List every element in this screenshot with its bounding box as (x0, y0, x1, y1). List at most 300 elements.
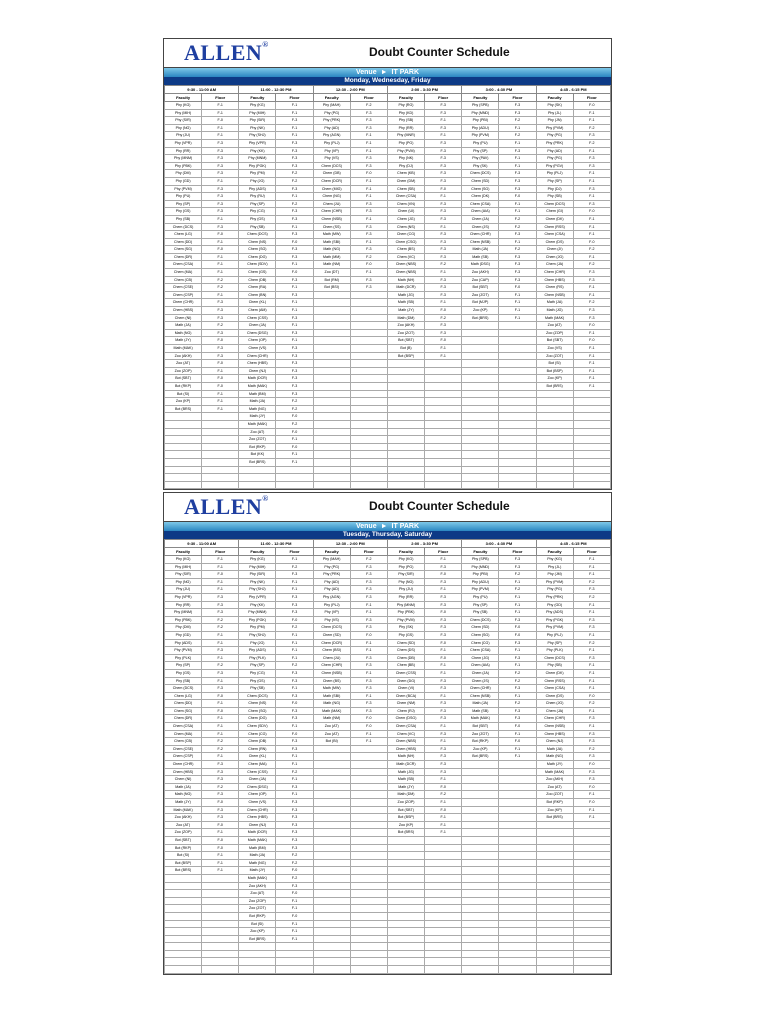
faculty-cell: Bot (RKP) (239, 443, 276, 451)
floor-cell (350, 935, 387, 943)
faculty-cell: Phy (PBK) (387, 609, 424, 617)
table-row (165, 117, 611, 125)
floor-cell (202, 458, 239, 466)
faculty-cell: Phy (RU) (239, 193, 276, 201)
floor-cell (573, 836, 610, 844)
faculty-cell: Phy (PG) (313, 109, 350, 117)
floor-cell: F-3 (276, 783, 313, 791)
floor-cell: F-1 (350, 601, 387, 609)
table-row (165, 609, 611, 617)
table-row (165, 223, 611, 231)
time-slot-header: 4:45 - 6:15 PM (536, 86, 610, 94)
floor-cell: F-0 (202, 821, 239, 829)
floor-cell: F-1 (499, 593, 536, 601)
table-row (165, 791, 611, 799)
faculty-cell (462, 352, 499, 360)
faculty-cell: Chem (DS) (536, 238, 573, 246)
floor-cell: F-1 (573, 284, 610, 292)
floor-cell (573, 428, 610, 436)
table-row (165, 375, 611, 383)
floor-cell: F-0 (276, 912, 313, 920)
faculty-cell: Phy (GS) (165, 208, 202, 216)
faculty-cell: Math (BM) (239, 844, 276, 852)
floor-cell: F-0 (276, 616, 313, 624)
floor-cell: F-1 (276, 578, 313, 586)
floor-cell: F-0 (202, 707, 239, 715)
floor-cell: F-3 (276, 208, 313, 216)
table-row (165, 715, 611, 723)
floor-cell: F-2 (573, 639, 610, 647)
faculty-cell: Chem (CSA) (165, 261, 202, 269)
floor-cell (202, 890, 239, 898)
floor-cell: F-1 (425, 814, 462, 822)
floor-cell: F-1 (276, 261, 313, 269)
faculty-cell: Chem (NJ) (536, 738, 573, 746)
faculty-column-header: Faculty (239, 548, 276, 556)
faculty-cell: Chem (DG) (387, 677, 424, 685)
floor-cell: F-1 (573, 177, 610, 185)
floor-cell: F-2 (350, 253, 387, 261)
faculty-cell: Phy (GD) (536, 601, 573, 609)
faculty-cell: Bot (BSP) (536, 367, 573, 375)
faculty-cell: Zoo (AT) (313, 723, 350, 731)
faculty-cell (387, 905, 424, 913)
table-row (165, 920, 611, 928)
floor-cell (350, 761, 387, 769)
floor-cell: F-3 (425, 700, 462, 708)
floor-cell: F-0 (276, 413, 313, 421)
faculty-cell: Chem (GS) (239, 269, 276, 277)
faculty-cell (165, 928, 202, 936)
floor-cell: F-3 (276, 253, 313, 261)
faculty-cell: Chem (MA) (165, 730, 202, 738)
faculty-cell: Chem (HBS) (239, 360, 276, 368)
floor-cell (499, 799, 536, 807)
faculty-cell: Math (NH) (387, 276, 424, 284)
floor-cell: F-1 (350, 269, 387, 277)
floor-cell: F-3 (499, 276, 536, 284)
floor-cell (573, 481, 610, 489)
floor-cell: F-2 (202, 738, 239, 746)
faculty-cell: Chem (CHR) (165, 299, 202, 307)
faculty-cell: Chem (DB) (387, 654, 424, 662)
faculty-cell (313, 890, 350, 898)
table-row (165, 950, 611, 958)
faculty-cell: Bot (SBT) (462, 723, 499, 731)
faculty-cell: Chem (KL) (239, 753, 276, 761)
faculty-cell (387, 375, 424, 383)
floor-cell: F-3 (425, 238, 462, 246)
floor-cell: F-1 (276, 124, 313, 132)
floor-cell: F-3 (276, 375, 313, 383)
floor-cell: F-1 (425, 193, 462, 201)
faculty-cell (462, 844, 499, 852)
faculty-cell (387, 867, 424, 875)
faculty-cell (462, 897, 499, 905)
floor-cell: F-1 (276, 458, 313, 466)
faculty-cell: Math (JY) (239, 867, 276, 875)
floor-cell: F-1 (573, 170, 610, 178)
faculty-column-header: Faculty (165, 94, 202, 102)
faculty-cell: Chem (DSG) (239, 329, 276, 337)
faculty-cell: Phy (PRK) (313, 571, 350, 579)
faculty-cell (313, 322, 350, 330)
floor-cell: F-2 (573, 139, 610, 147)
floor-cell: F-2 (202, 783, 239, 791)
table-row (165, 253, 611, 261)
faculty-cell: Chem (SDV) (239, 723, 276, 731)
floor-cell: F-1 (202, 730, 239, 738)
faculty-cell: Bot (RKP) (462, 738, 499, 746)
faculty-cell: Math (JA) (165, 783, 202, 791)
faculty-cell (165, 428, 202, 436)
table-row (165, 215, 611, 223)
faculty-cell (387, 420, 424, 428)
table-row (165, 185, 611, 193)
table-row (165, 382, 611, 390)
floor-cell: F-1 (425, 692, 462, 700)
floor-cell: F-3 (499, 170, 536, 178)
floor-cell (425, 859, 462, 867)
table-row (165, 132, 611, 140)
floor-cell: F-1 (276, 928, 313, 936)
faculty-cell: Phy (MND) (462, 109, 499, 117)
faculty-cell: Chem (JA) (462, 669, 499, 677)
floor-cell: F-0 (425, 185, 462, 193)
floor-cell: F-3 (202, 768, 239, 776)
floor-cell: F-3 (425, 329, 462, 337)
faculty-cell (313, 859, 350, 867)
floor-cell: F-1 (350, 738, 387, 746)
floor-cell: F-1 (350, 132, 387, 140)
faculty-cell: Math (MAK) (536, 768, 573, 776)
floor-cell: F-1 (573, 117, 610, 125)
time-slot-header: 12:30 - 2:00 PM (313, 86, 387, 94)
faculty-cell (387, 390, 424, 398)
floor-cell: F-0 (202, 360, 239, 368)
floor-cell: F-0 (276, 428, 313, 436)
table-row (165, 413, 611, 421)
floor-cell: F-2 (276, 200, 313, 208)
floor-cell: F-1 (425, 586, 462, 594)
floor-cell: F-2 (276, 624, 313, 632)
floor-cell: F-3 (573, 586, 610, 594)
faculty-cell: Chem (DR) (165, 715, 202, 723)
floor-cell: F-1 (573, 329, 610, 337)
faculty-cell: Chem (CSG) (387, 238, 424, 246)
faculty-cell: Phy (KK) (239, 601, 276, 609)
floor-cell: F-1 (425, 776, 462, 784)
faculty-cell: Chem (CHR) (536, 269, 573, 277)
floor-cell: F-1 (573, 685, 610, 693)
faculty-cell: Chem (DK) (536, 215, 573, 223)
faculty-cell: Math (NG) (313, 246, 350, 254)
faculty-cell: Math (JA) (462, 700, 499, 708)
floor-cell (276, 481, 313, 489)
floor-cell: F-2 (499, 677, 536, 685)
floor-cell: F-3 (276, 185, 313, 193)
floor-cell: F-3 (202, 791, 239, 799)
table-row (165, 586, 611, 594)
floor-cell (573, 474, 610, 482)
faculty-cell: Phy (SP) (462, 601, 499, 609)
faculty-cell: Chem (DK) (536, 669, 573, 677)
floor-cell: F-1 (276, 102, 313, 110)
faculty-cell: Bot (SBT) (165, 836, 202, 844)
floor-cell: F-1 (573, 806, 610, 814)
faculty-cell: Phy (ADS) (239, 647, 276, 655)
floor-cell (499, 375, 536, 383)
floor-cell: F-0 (499, 193, 536, 201)
floor-cell (573, 874, 610, 882)
floor-cell: F-3 (425, 601, 462, 609)
table-row (165, 677, 611, 685)
floor-cell (350, 307, 387, 315)
faculty-cell: Phy (SB) (239, 685, 276, 693)
faculty-cell (313, 882, 350, 890)
faculty-cell (313, 329, 350, 337)
faculty-cell: Chem (JG) (536, 700, 573, 708)
faculty-cell: Bot (RKP) (239, 912, 276, 920)
faculty-cell (313, 761, 350, 769)
faculty-cell: Phy (MNM) (239, 155, 276, 163)
faculty-cell: Bot (BSP) (165, 859, 202, 867)
floor-cell: F-3 (276, 155, 313, 163)
floor-cell: F-1 (425, 556, 462, 564)
faculty-cell: Phy (PLJ) (313, 601, 350, 609)
floor-cell (573, 420, 610, 428)
floor-cell: F-1 (276, 920, 313, 928)
faculty-cell: Math (JY) (165, 337, 202, 345)
faculty-column-header: Faculty (462, 94, 499, 102)
faculty-cell (239, 943, 276, 951)
floor-cell: F-2 (276, 405, 313, 413)
faculty-cell: Math (JA) (165, 322, 202, 330)
faculty-cell (313, 966, 350, 974)
table-row (165, 314, 611, 322)
faculty-cell (462, 413, 499, 421)
faculty-cell: Bot (SBT) (462, 284, 499, 292)
floor-cell: F-0 (350, 631, 387, 639)
floor-cell: F-2 (573, 593, 610, 601)
floor-cell: F-3 (573, 314, 610, 322)
faculty-cell: Chem (DCS) (239, 231, 276, 239)
faculty-cell: Math (JY) (387, 783, 424, 791)
allen-logo: ALLEN® (184, 40, 269, 65)
faculty-cell: Phy (PG) (387, 139, 424, 147)
faculty-cell (462, 474, 499, 482)
faculty-cell (462, 806, 499, 814)
floor-cell (350, 890, 387, 898)
table-row (165, 829, 611, 837)
faculty-cell: Math (JA) (239, 852, 276, 860)
floor-cell (350, 799, 387, 807)
faculty-cell: Phy (SB) (536, 662, 573, 670)
floor-cell: F-3 (202, 669, 239, 677)
floor-cell (350, 390, 387, 398)
faculty-cell: Zoo (KP) (536, 375, 573, 383)
faculty-cell (313, 307, 350, 315)
faculty-column-header: Faculty (462, 548, 499, 556)
faculty-cell: Zoo (AT) (165, 821, 202, 829)
floor-cell: F-3 (276, 360, 313, 368)
floor-cell: F-3 (425, 616, 462, 624)
floor-cell: F-1 (202, 700, 239, 708)
floor-cell: F-3 (276, 390, 313, 398)
faculty-cell: Phy (MNM) (387, 601, 424, 609)
faculty-cell: Math (SBI) (313, 692, 350, 700)
faculty-cell (462, 367, 499, 375)
table-row (165, 662, 611, 670)
floor-cell (499, 905, 536, 913)
floor-cell (499, 768, 536, 776)
faculty-cell: Chem (RSS) (536, 677, 573, 685)
faculty-cell (536, 405, 573, 413)
floor-cell: F-3 (425, 208, 462, 216)
faculty-cell (313, 867, 350, 875)
floor-cell (350, 443, 387, 451)
faculty-cell: Chem (CSS) (239, 314, 276, 322)
floor-cell (573, 882, 610, 890)
floor-cell: F-3 (202, 814, 239, 822)
floor-cell: F-1 (425, 299, 462, 307)
faculty-cell: Chem (SG) (462, 631, 499, 639)
floor-cell (573, 443, 610, 451)
table-row (165, 147, 611, 155)
faculty-cell: Chem (VC) (387, 253, 424, 261)
floor-cell: F-0 (276, 443, 313, 451)
floor-cell: F-1 (499, 314, 536, 322)
faculty-cell (313, 451, 350, 459)
floor-cell (350, 958, 387, 966)
floor-cell: F-1 (350, 215, 387, 223)
faculty-cell: Zoo (AT) (536, 783, 573, 791)
floor-cell: F-0 (425, 783, 462, 791)
floor-cell (202, 451, 239, 459)
floor-cell: F-1 (499, 609, 536, 617)
faculty-cell: Phy (ADS) (536, 609, 573, 617)
faculty-cell: Chem (VI) (387, 685, 424, 693)
faculty-cell: Math (NG) (165, 329, 202, 337)
faculty-cell: Chem (JS) (462, 677, 499, 685)
faculty-cell: Chem (JG) (462, 654, 499, 662)
table-row (165, 943, 611, 951)
faculty-cell: Chem (AIA) (462, 662, 499, 670)
floor-cell (202, 474, 239, 482)
floor-cell: F-1 (276, 586, 313, 594)
faculty-cell (313, 799, 350, 807)
faculty-cell: Phy (PVM) (462, 132, 499, 140)
floor-cell (499, 329, 536, 337)
floor-cell (425, 897, 462, 905)
floor-cell (425, 852, 462, 860)
faculty-cell: Zoo (KP) (462, 307, 499, 315)
table-row (165, 231, 611, 239)
faculty-cell (536, 859, 573, 867)
faculty-cell: Chem (BS) (313, 677, 350, 685)
faculty-cell: Chem (CSA) (536, 685, 573, 693)
floor-cell (350, 844, 387, 852)
floor-cell: F-1 (202, 563, 239, 571)
faculty-cell (462, 829, 499, 837)
faculty-cell (462, 322, 499, 330)
faculty-cell (165, 890, 202, 898)
faculty-cell (462, 466, 499, 474)
floor-cell (573, 405, 610, 413)
faculty-cell (165, 458, 202, 466)
floor-cell: F-2 (425, 261, 462, 269)
floor-cell: F-3 (202, 647, 239, 655)
faculty-cell: Chem (DCS) (462, 616, 499, 624)
faculty-cell (536, 874, 573, 882)
floor-cell: F-3 (202, 193, 239, 201)
floor-cell: F-3 (350, 700, 387, 708)
faculty-cell: Phy (KG) (387, 556, 424, 564)
floor-cell: F-3 (573, 753, 610, 761)
floor-cell: F-3 (276, 814, 313, 822)
floor-cell (573, 451, 610, 459)
faculty-cell: Phy (VP) (313, 609, 350, 617)
floor-cell: F-3 (350, 624, 387, 632)
floor-cell: F-3 (276, 231, 313, 239)
faculty-cell: Math (MAK) (165, 806, 202, 814)
floor-cell: F-1 (425, 738, 462, 746)
faculty-cell: Chem (AIA) (462, 208, 499, 216)
floor-cell: F-1 (573, 631, 610, 639)
floor-cell (202, 413, 239, 421)
floor-cell: F-3 (202, 593, 239, 601)
faculty-cell: Bot (BRS) (536, 382, 573, 390)
floor-cell (499, 935, 536, 943)
floor-cell: F-1 (202, 578, 239, 586)
floor-cell: F-3 (499, 685, 536, 693)
faculty-cell: Chem (VS) (239, 345, 276, 353)
faculty-cell: Bot (SBT) (387, 806, 424, 814)
floor-cell (499, 920, 536, 928)
floor-cell: F-1 (573, 223, 610, 231)
faculty-cell (462, 436, 499, 444)
faculty-cell: Math (JG) (387, 768, 424, 776)
faculty-cell: Phy (AD) (313, 578, 350, 586)
faculty-cell (536, 950, 573, 958)
floor-cell: F-0 (573, 337, 610, 345)
floor-cell: F-1 (202, 177, 239, 185)
faculty-cell: Phy (SHJ) (239, 586, 276, 594)
floor-cell: F-1 (425, 662, 462, 670)
floor-cell (573, 912, 610, 920)
faculty-cell: Chem (KB) (387, 170, 424, 178)
table-row (165, 723, 611, 731)
floor-cell (573, 829, 610, 837)
faculty-cell: Math (MAK) (239, 874, 276, 882)
floor-cell: F-3 (425, 624, 462, 632)
floor-cell (350, 451, 387, 459)
floor-cell (499, 474, 536, 482)
faculty-cell: Chem (HBS) (239, 814, 276, 822)
faculty-cell (313, 360, 350, 368)
faculty-cell (313, 337, 350, 345)
faculty-cell: Chem (CG) (239, 730, 276, 738)
table-row (165, 246, 611, 254)
faculty-cell: Chem (BN) (239, 291, 276, 299)
floor-cell (350, 943, 387, 951)
faculty-cell: Math (JG) (536, 307, 573, 315)
floor-cell: F-3 (202, 208, 239, 216)
faculty-cell: Zoo (KP) (536, 806, 573, 814)
floor-cell: F-1 (425, 669, 462, 677)
faculty-cell: Phy (ADU) (462, 578, 499, 586)
faculty-cell: Phy (SPB) (462, 556, 499, 564)
